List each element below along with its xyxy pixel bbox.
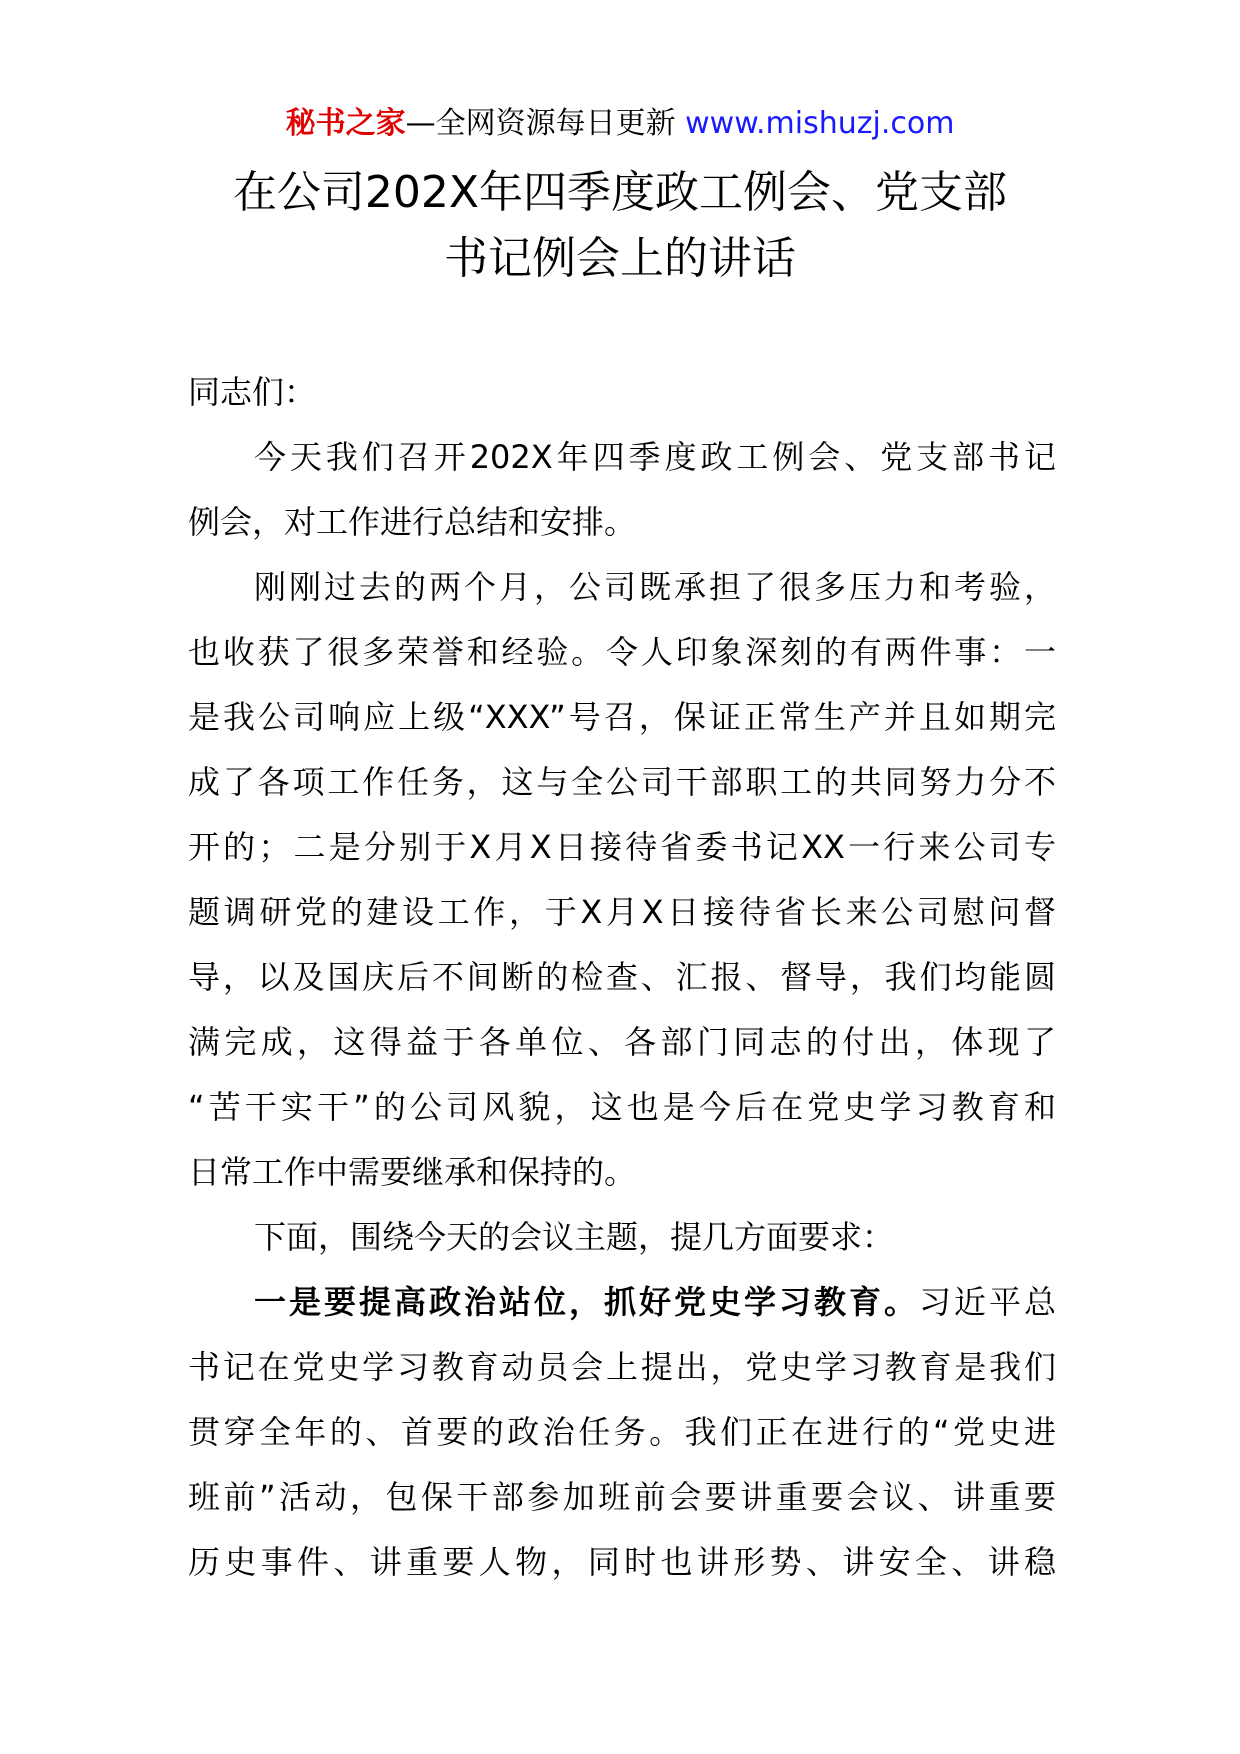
- point-text: 习近平总: [918, 1283, 1056, 1321]
- body-line: 也收获了很多荣誉和经验。令人印象深刻的有两件事：一: [188, 633, 1056, 671]
- body-line: 班前”活动，包保干部参加班前会要讲重要会议、讲重要: [188, 1478, 1056, 1516]
- document-title: [0, 160, 1240, 292]
- body-line: 成了各项工作任务，这与全公司干部职工的共同努力分不: [188, 763, 1056, 801]
- body-line: 导，以及国庆后不间断的检查、汇报、督导，我们均能圆: [188, 958, 1056, 996]
- point-heading: 一是要提高政治站位，抓好党史学习教育。: [254, 1283, 919, 1321]
- body-line: “苦干实干”的公司风貌，这也是今后在党史学习教育和: [188, 1088, 1056, 1126]
- body-line: 历史事件、讲重要人物，同时也讲形势、讲安全、讲稳: [188, 1543, 1056, 1581]
- body-line: 刚刚过去的两个月，公司既承担了很多压力和考验，: [254, 568, 1056, 606]
- site-header: [0, 104, 1240, 144]
- salutation: 同志们：: [188, 373, 317, 411]
- body-line: [188, 1270, 1056, 1335]
- body-line: 例会，对工作进行总结和安排。: [188, 503, 637, 541]
- body-line: 满完成，这得益于各单位、各部门同志的付出，体现了: [188, 1023, 1056, 1061]
- body-line: 日常工作中需要继承和保持的。: [188, 1153, 637, 1191]
- brand-name: 秘书之家: [285, 106, 406, 141]
- body-line: 贯穿全年的、首要的政治任务。我们正在进行的“党史进: [188, 1413, 1056, 1451]
- body-line: 下面，围绕今天的会议主题，提几方面要求：: [254, 1218, 895, 1256]
- title-line-1: 在公司202X年四季度政工例会、党支部: [232, 167, 1008, 218]
- body-line: 今天我们召开202X年四季度政工例会、党支部书记: [254, 438, 1056, 476]
- site-url-link[interactable]: www.mishuzj.com: [685, 106, 955, 141]
- body-line: 题调研党的建设工作，于X月X日接待省长来公司慰问督: [188, 893, 1056, 931]
- body-line: 开的；二是分别于X月X日接待省委书记XX一行来公司专: [188, 828, 1056, 866]
- body-line: 书记在党史学习教育动员会上提出，党史学习教育是我们: [188, 1348, 1056, 1386]
- header-tagline: —全网资源每日更新: [405, 106, 676, 141]
- document-body: [188, 360, 1056, 1595]
- body-line: 是我公司响应上级“XXX”号召，保证正常生产并且如期完: [188, 698, 1056, 736]
- title-line-2: 书记例会上的讲话: [444, 233, 796, 284]
